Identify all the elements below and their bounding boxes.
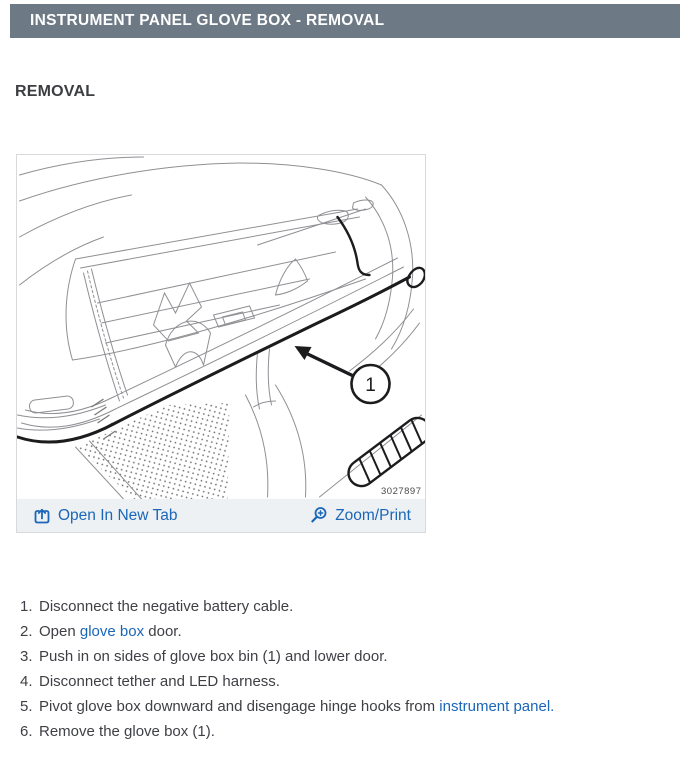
step-number: 4. [20, 673, 33, 690]
page-header-bar [10, 4, 680, 38]
step-number: 6. [20, 723, 33, 740]
step-number: 5. [20, 698, 33, 715]
step-text: Remove the glove box (1). [39, 723, 215, 740]
door-sill-boot [343, 413, 425, 492]
step-item [20, 647, 680, 667]
step-text: Pivot glove box downward and disengage hinge hooks from instrument panel. [39, 698, 555, 715]
open-in-new-tab-icon [33, 507, 51, 525]
glove-box-diagram [17, 155, 425, 499]
magnifier-plus-icon [309, 506, 328, 525]
section-heading: REMOVAL [15, 83, 96, 100]
instrument-panel-link[interactable]: instrument panel. [439, 698, 555, 715]
step-number: 2. [20, 623, 33, 640]
tether-strap [338, 217, 370, 275]
callout-1 [295, 346, 390, 403]
step-number: 3. [20, 648, 33, 665]
step-item [20, 722, 680, 742]
figure-toolbar [17, 499, 425, 532]
zoom-print-label: Zoom/Print [335, 506, 411, 524]
step-text: Open glove box door. [39, 623, 182, 640]
step-item [20, 697, 680, 717]
step-number: 1. [20, 598, 33, 615]
open-in-new-tab-link[interactable] [33, 507, 177, 525]
step-item [20, 672, 680, 692]
zoom-print-link[interactable] [309, 506, 411, 525]
speaker-grille [78, 403, 230, 499]
step-text: Push in on sides of glove box bin (1) and lower door. [39, 648, 388, 665]
step-text: Disconnect the negative battery cable. [39, 598, 294, 615]
callout-number: 1 [365, 375, 376, 396]
step-item [20, 597, 680, 617]
open-in-new-tab-label: Open In New Tab [58, 506, 178, 524]
step-text: Disconnect tether and LED harness. [39, 673, 280, 690]
page-title: INSTRUMENT PANEL GLOVE BOX - REMOVAL [30, 12, 385, 29]
figure-frame [16, 154, 426, 533]
part-number: 3027897 [381, 486, 422, 497]
technical-drawing-svg [17, 155, 425, 499]
glove-box-link[interactable]: glove box [79, 623, 145, 640]
steps-list [20, 597, 680, 742]
step-item [20, 622, 680, 642]
